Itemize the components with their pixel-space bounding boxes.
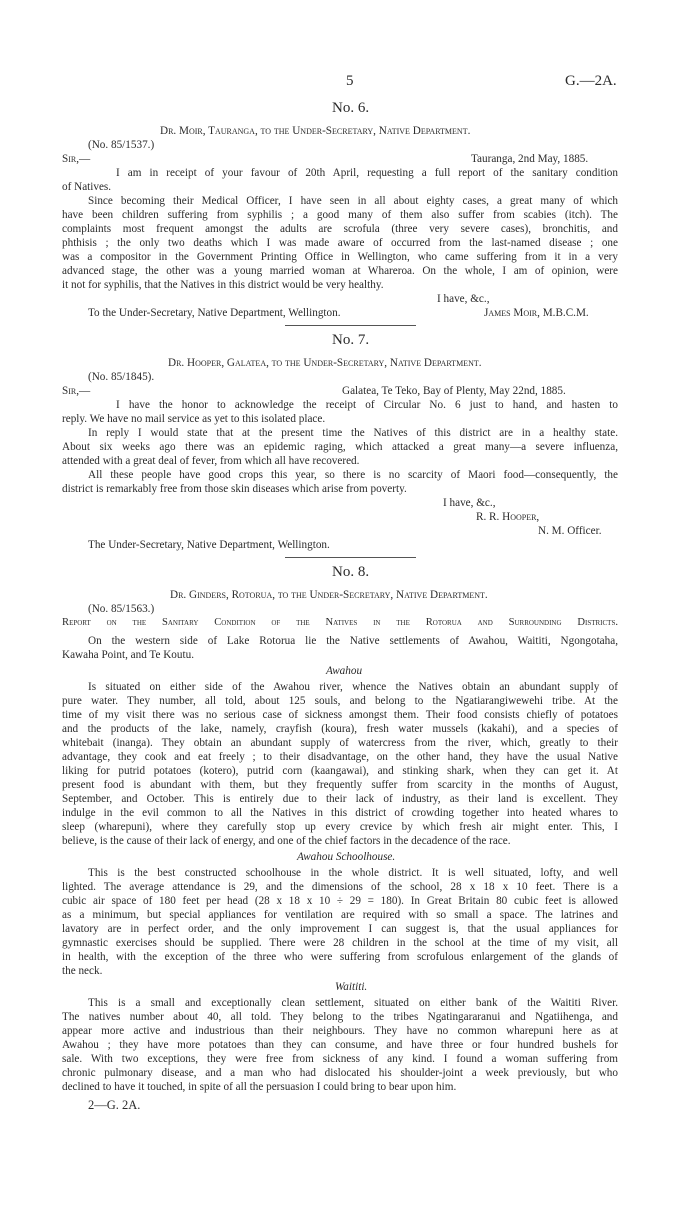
- awahou-line: and the products of the lake, namely, crayfish (koura), fresh water mussels (kakahi), and a species of: [62, 723, 618, 735]
- signature-mark: 2—G. 2A.: [88, 1098, 141, 1112]
- letter-6-line: Since becoming their Medical Officer, I have seen in all about eighty cases, a great many of which: [88, 195, 618, 207]
- letter-6-closing: I have, &c.,: [437, 293, 490, 305]
- schoolhouse-line: gymnastic exercises should be supplied. There were 28 children in the school at the time of my visit, all: [62, 937, 618, 949]
- letter-7-heading: No. 7.: [332, 332, 370, 348]
- letter-6-signature: James Moir, M.B.C.M.: [484, 307, 589, 319]
- letter-6-line: phthisis ; the only two deaths which I was made aware of occurred from the last-named disease ; one: [62, 237, 618, 249]
- letter-6-line: have been children suffering from syphilis ; a good many of them also suffer from scabies (itch). The: [62, 209, 618, 221]
- waititi-line: appear more active and industrious than their neighbours. They have no common wharepuni here as at: [62, 1025, 618, 1037]
- letter-7-line: All these people have good crops this year, so there is no scarcity of Maori food—consequently, the: [88, 469, 618, 481]
- letter-6-place-date: Tauranga, 2nd May, 1885.: [471, 153, 589, 165]
- letter-6-heading: No. 6.: [332, 100, 370, 116]
- awahou-line: advantage, they cook and eat freely ; to their disadvantage, on the other hand, they have the usual Native: [62, 751, 618, 763]
- letter-6-line: of Natives.: [62, 181, 112, 193]
- letter-7-signature: R. R. Hooper,: [476, 511, 540, 523]
- letter-6-salutation: Sir,—: [62, 153, 91, 165]
- schoolhouse-line: cubic air space of 180 feet per head (28 x 18 x 10 ÷ 29 = 180). In Great Britain 80 cubic feet is allowed: [62, 895, 618, 907]
- schoolhouse-line: lavatory are in perfect order, and the only improvement I can suggest is, that the usual appliances for: [62, 923, 618, 935]
- letter-7-from-to: Dr. Hooper, Galatea, to the Under-Secretary, Native Department.: [168, 357, 482, 369]
- letter-8-heading: No. 8.: [332, 564, 370, 580]
- letter-7-addressee: The Under-Secretary, Native Department, Wellington.: [88, 539, 330, 551]
- awahou-line: present food is abundant with them, but they frequently suffer from scarcity in the months of August,: [62, 779, 618, 791]
- awahou-line: time of my visit there was no serious case of sickness amongst them. Their food consists chiefly of potatoes: [62, 709, 618, 721]
- waititi-heading: Waititi.: [335, 981, 368, 993]
- waititi-line: sale. With two exceptions, they were free from sickness of any kind. I found a woman suffering from: [62, 1053, 618, 1065]
- letter-7-signature-title: N. M. Officer.: [538, 525, 602, 537]
- letter-6-line: it not for syphilis, that the Natives in this district would be very healthy.: [62, 279, 384, 291]
- report-intro-line: Kawaha Point, and Te Koutu.: [62, 649, 194, 661]
- letter-6-reference: (No. 85/1537.): [88, 139, 155, 151]
- letter-7-line: reply. We have no mail service as yet to this isolated place.: [62, 413, 326, 425]
- letter-6-line: complaints most frequent amongst the adults are scrofula (three very severe cases), bronchitis, and: [62, 223, 618, 235]
- waititi-line: declined to have it touched, in spite of all the persuasion I could bring to bear upon him.: [62, 1081, 457, 1093]
- awahou-line: whitebait (inanga). They obtain an abundant supply of watercress from the river, which, greatly to their: [62, 737, 618, 749]
- awahou-line: indulge in the evil common to all the Natives in this district of crowding together into heated whares to: [62, 807, 618, 819]
- letter-7-salutation: Sir,—: [62, 385, 91, 397]
- letter-8-from-to: Dr. Ginders, Rotorua, to the Under-Secretary, Native Department.: [170, 589, 488, 601]
- waititi-line: The natives number about 40, all told. They belong to the tribes Ngatingararanui and Ngatiihenga, and: [62, 1011, 618, 1023]
- letter-6-line: was a compositor in the Government Printing Office in Wellington, who came suffering from it in a very: [62, 251, 618, 263]
- series-code: G.—2A.: [565, 73, 617, 89]
- waititi-line: chronic pulmonary disease, and a man who had dislocated his shoulder-joint a week previously, but who: [62, 1067, 618, 1079]
- letter-7-line: attended with a great deal of fever, from which all have recovered.: [62, 455, 360, 467]
- letter-6-addressee: To the Under-Secretary, Native Department, Wellington.: [88, 307, 341, 319]
- letter-7-line: In reply I would state that at the present time the Natives of this district are in a healthy state.: [88, 427, 618, 439]
- letter-7-reference: (No. 85/1845).: [88, 371, 155, 383]
- letter-6-line: I am in receipt of your favour of 20th April, requesting a full report of the sanitary condition: [116, 167, 618, 179]
- page-number: 5: [346, 73, 354, 89]
- letter-6-line: advanced stage, the other was a young married woman at Whareroa. On the whole, I am of opinion, were: [62, 265, 618, 277]
- awahou-heading: Awahou: [326, 665, 363, 677]
- awahou-line: believe, is the cause of their lack of energy, and one of the chief factors in the decadence of the race.: [62, 835, 511, 847]
- letter-6-from-to: Dr. Moir, Tauranga, to the Under-Secretary, Native Department.: [160, 125, 471, 137]
- awahou-line: Is situated on either side of the Awahou river, whence the Natives obtain an abundant supply of: [88, 681, 618, 693]
- schoolhouse-line: in health, with the exception of the three who were suffering from scrofulous enlargement of the glands of: [62, 951, 618, 963]
- schoolhouse-line: as a minimum, but special appliances for ventilation are required with so small a space. The latrines and: [62, 909, 618, 921]
- awahou-line: liking for putrid potatoes (kotero), putrid corn (kaangawai), and stinking shark, when they can get it. At: [62, 765, 618, 777]
- letter-7-line: About six weeks ago there was an epidemic raging, which attacked a great many—a severe influenza,: [62, 441, 618, 453]
- report-intro-line: On the western side of Lake Rotorua lie the Native settlements of Awahou, Waititi, Ngongotaha,: [88, 635, 618, 647]
- letter-7-place-date: Galatea, Te Teko, Bay of Plenty, May 22nd, 1885.: [342, 385, 566, 397]
- schoolhouse-line: lighted. The average attendance is 29, and the dimensions of the school, 28 x 18 x 10 feet. There is a: [62, 881, 618, 893]
- waititi-line: This is a small and exceptionally clean settlement, situated on either bank of the Waititi River.: [88, 997, 618, 1009]
- letter-7-line: district is remarkably free from those skin diseases which arise from poverty.: [62, 483, 407, 495]
- awahou-line: sleep (wharepuni), where they carefully stop up every crevice by which fresh air might enter. This, I: [62, 821, 618, 833]
- letter-7-line: I have the honor to acknowledge the receipt of Circular No. 6 just to hand, and hasten to: [116, 399, 618, 411]
- report-title: Report on the Sanitary Condition of the Natives in the Rotorua and Surrounding Districts.: [62, 617, 618, 628]
- schoolhouse-line: the neck.: [62, 965, 103, 977]
- letter-8-reference: (No. 85/1563.): [88, 603, 155, 615]
- section-divider: [285, 325, 416, 326]
- schoolhouse-line: This is the best constructed schoolhouse in the whole district. It is well situated, lofty, and well: [88, 867, 618, 879]
- section-divider: [285, 557, 416, 558]
- awahou-line: September, and October. This is entirely due to their lack of industry, as their land is excellent. They: [62, 793, 618, 805]
- awahou-schoolhouse-heading: Awahou Schoolhouse.: [297, 851, 396, 863]
- waititi-line: Awahou ; they have more potatoes than they can consume, and have three or four hundred bushels for: [62, 1039, 618, 1051]
- awahou-line: pure water. They number, all told, about 125 souls, and belong to the Ngatiarangiwewehi tribe. At the: [62, 695, 618, 707]
- letter-7-closing: I have, &c.,: [443, 497, 496, 509]
